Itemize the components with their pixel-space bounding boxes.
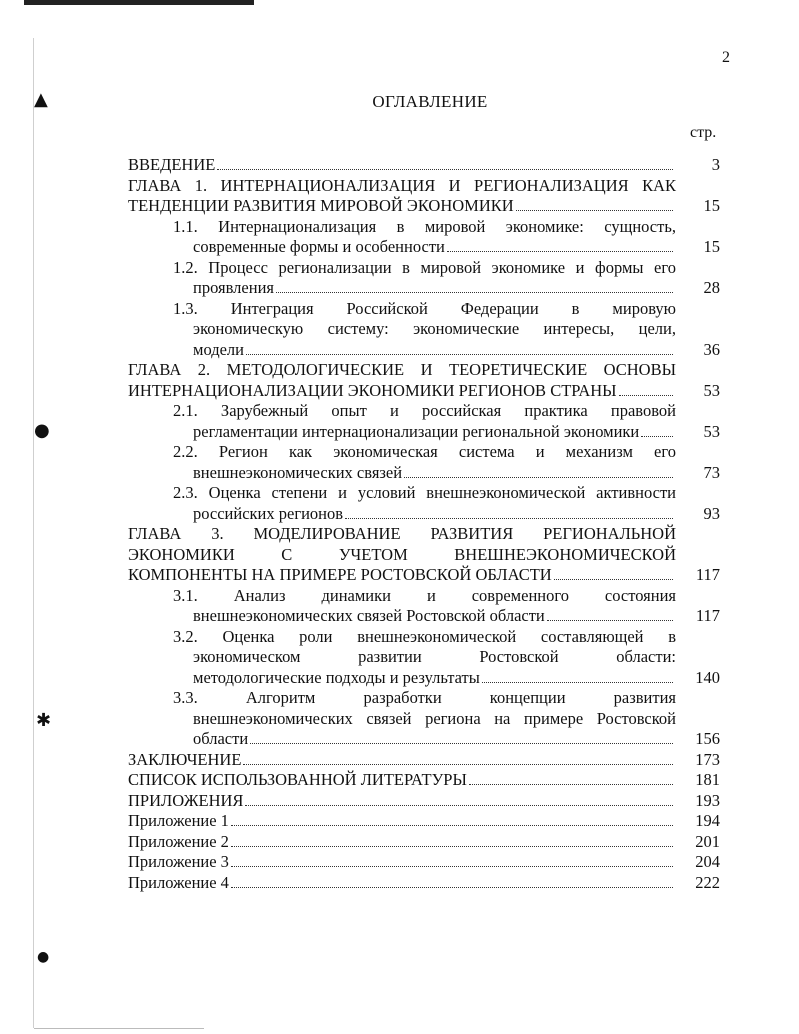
toc-page-number: 222 [695,872,720,892]
dot-leader [231,845,673,847]
toc-entry-line: 1.2. Процесс регионализации в мировой экономике и формы его [173,257,676,277]
dot-leader [469,783,673,785]
toc-page-number: 140 [695,667,720,687]
binding-mark-icon: ▲ [34,89,48,110]
toc-entry-line: методологические подходы и результаты [173,668,676,689]
toc-entry-line: КОМПОНЕНТЫ НА ПРИМЕРЕ РОСТОВСКОЙ ОБЛАСТИ [128,565,676,586]
toc-page-number: 3 [711,155,720,174]
toc-entry[interactable] [128,258,720,299]
toc-entry-line: Приложение 1 [128,811,676,832]
toc-entry-line: внешнеэкономических связей региона на примере Ростовской [193,708,676,728]
dot-leader [231,824,673,826]
toc-page-number: 201 [695,831,720,851]
toc-entry[interactable] [128,627,720,689]
toc-entry[interactable] [128,873,720,894]
toc-entry-line: Приложение 4 [128,873,676,894]
toc-entry[interactable] [128,401,720,442]
dot-leader [243,763,673,765]
toc-entry-line: Приложение 3 [128,852,676,873]
toc-entry-line: модели [173,340,676,361]
dot-leader [482,681,673,683]
toc-entry-line: ГЛАВА 1. ИНТЕРНАЦИОНАЛИЗАЦИЯ И РЕГИОНАЛИЗАЦИЯ КАК [128,175,676,195]
binding-mark-icon: ● [34,420,50,441]
dot-leader [641,435,673,437]
dot-leader [404,476,673,478]
toc-entry-line: СПИСОК ИСПОЛЬЗОВАННОЙ ЛИТЕРАТУРЫ [128,770,676,791]
toc-entry[interactable] [128,688,720,750]
toc-entry[interactable] [128,791,720,812]
scan-left-edge [33,38,34,1028]
toc-entry-line: области [173,729,676,750]
toc-entry-line: российских регионов [173,504,676,525]
toc-entry-line: 2.3. Оценка степени и условий внешнеэкономической активности [173,483,676,502]
dot-leader [554,578,673,580]
toc-entry-line: 3.1. Анализ динамики и современного состояния [173,585,676,605]
toc-entry-line: ВВЕДЕНИЕ [128,155,676,176]
toc-entry-line: 1.1. Интернационализация в мировой экономике: сущность, [173,216,676,236]
toc-entry-line: проявления [173,278,676,299]
dot-leader [619,394,673,396]
toc-page-number: 194 [695,811,720,830]
toc-entry-line: 2.2. Регион как экономическая система и механизм его [173,442,676,461]
scan-top-edge [24,0,254,5]
toc-entry[interactable] [128,524,720,586]
table-of-contents [128,155,720,893]
toc-entry[interactable] [128,442,720,483]
dot-leader [547,619,673,621]
page-number: 2 [722,49,730,66]
toc-entry-line: внешнеэкономических связей [173,463,676,484]
toc-page-number: 28 [703,278,720,297]
toc-page-number: 53 [703,380,720,400]
toc-page-number: 15 [703,196,720,215]
dot-leader [246,353,673,355]
toc-entry-line: 2.1. Зарубежный опыт и российская практика правовой [173,401,676,420]
dot-leader [516,209,673,211]
binding-mark-icon: ● [37,949,50,965]
dot-leader [231,886,673,888]
toc-page-number: 117 [695,606,720,625]
toc-entry-line: ЭКОНОМИКИ С УЧЕТОМ ВНЕШНЕЭКОНОМИЧЕСКОЙ [128,544,676,564]
toc-page-number: 156 [695,729,720,748]
toc-entry-line: ПРИЛОЖЕНИЯ [128,791,676,812]
toc-entry[interactable] [128,299,720,361]
toc-entry-line: 1.3. Интеграция Российской Федерации в мировую [173,298,676,318]
toc-entry-line: 3.3. Алгоритм разработки концепции развития [173,688,676,707]
toc-entry[interactable] [128,483,720,524]
toc-page-number: 93 [703,503,720,523]
page-column-label: стр. [690,124,717,141]
dot-leader [276,291,673,293]
toc-entry[interactable] [128,770,720,791]
toc-entry[interactable] [128,852,720,873]
dot-leader [217,168,673,170]
dot-leader [231,865,673,867]
toc-entry-line: современные формы и особенности [173,237,676,258]
toc-entry-line: Приложение 2 [128,832,676,853]
toc-page-number: 117 [695,565,720,584]
toc-entry-line: регламентации интернационализации региональной экономики [173,422,676,443]
toc-entry-line: внешнеэкономических связей Ростовской области [173,606,676,627]
toc-entry-line: ЗАКЛЮЧЕНИЕ [128,750,676,771]
dot-leader [250,742,673,744]
toc-entry-line: экономическом развитии Ростовской области: [193,647,676,666]
toc-entry[interactable] [128,750,720,771]
toc-page-number: 173 [695,749,720,769]
toc-page-number: 204 [695,852,720,871]
toc-entry[interactable] [128,176,720,217]
toc-page-number: 36 [703,339,720,359]
toc-entry-line: 3.2. Оценка роли внешнеэкономической составляющей в [173,626,676,646]
toc-entry[interactable] [128,811,720,832]
dot-leader [447,250,673,252]
toc-entry-line: ГЛАВА 3. МОДЕЛИРОВАНИЕ РАЗВИТИЯ РЕГИОНАЛЬНОЙ [128,524,676,543]
toc-page-number: 15 [703,237,720,256]
toc-entry[interactable] [128,586,720,627]
toc-entry[interactable] [128,155,720,176]
toc-page-number: 73 [703,462,720,482]
dot-leader [245,804,673,806]
binding-mark-icon: ✱ [36,710,52,731]
scan-bottom-edge [34,1028,204,1029]
toc-entry[interactable] [128,217,720,258]
toc-entry-line: ТЕНДЕНЦИИ РАЗВИТИЯ МИРОВОЙ ЭКОНОМИКИ [128,196,676,217]
toc-page-number: 193 [695,790,720,810]
toc-entry[interactable] [128,360,720,401]
page-title: ОГЛАВЛЕНИЕ [372,92,488,111]
toc-entry-line: ГЛАВА 2. МЕТОДОЛОГИЧЕСКИЕ И ТЕОРЕТИЧЕСКИЕ ОСНОВЫ [128,360,676,379]
toc-page-number: 53 [703,421,720,441]
toc-entry-line: ИНТЕРНАЦИОНАЛИЗАЦИИ ЭКОНОМИКИ РЕГИОНОВ СТРАНЫ [128,381,676,402]
toc-entry-line: экономическую систему: экономические интересы, цели, [193,319,676,338]
toc-page-number: 181 [695,770,720,789]
dot-leader [345,517,673,519]
toc-entry[interactable] [128,832,720,853]
